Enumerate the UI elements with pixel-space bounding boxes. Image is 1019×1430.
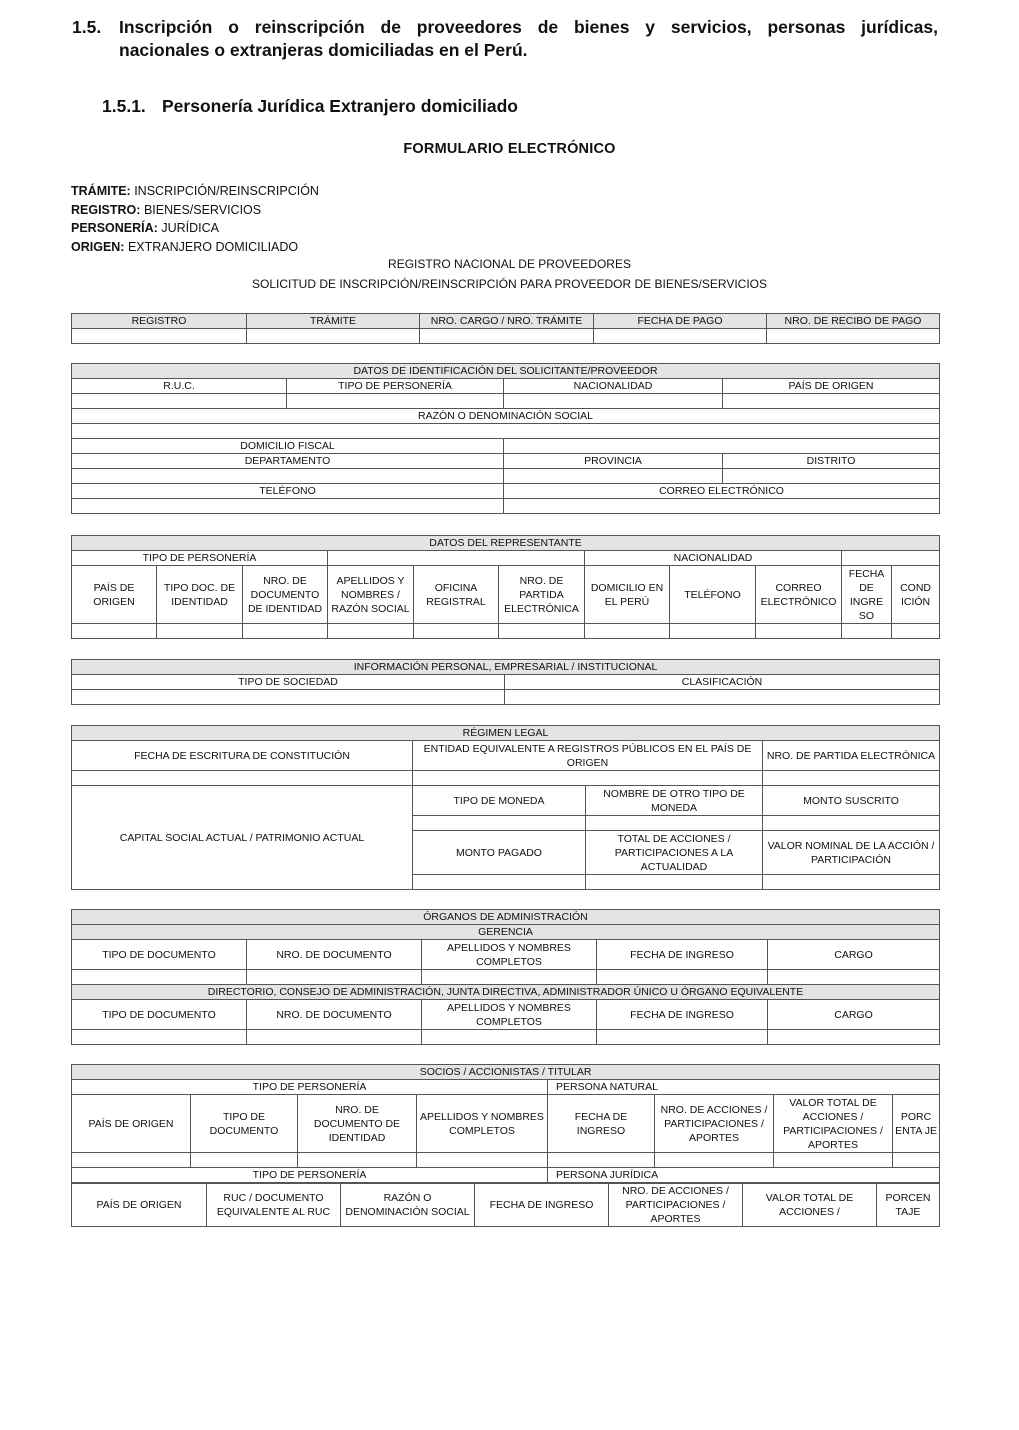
field-distrito[interactable] — [723, 469, 940, 484]
field-correo[interactable] — [504, 499, 940, 514]
administration-table — [71, 909, 940, 1045]
header-rep-domicilio: DOMICILIO EN EL PERÚ — [585, 566, 670, 624]
field-fecha-pago[interactable] — [594, 329, 767, 344]
header-rep-oficina: OFICINA REGISTRAL — [414, 566, 499, 624]
header-entidad-equivalente: ENTIDAD EQUIVALENTE A REGISTROS PÚBLICOS EN EL PAÍS DE ORIGEN — [413, 741, 763, 771]
header-monto-suscrito: MONTO SUSCRITO — [763, 786, 940, 816]
field-nat-apellidos[interactable] — [417, 1153, 548, 1168]
field-nro-cargo[interactable] — [420, 329, 594, 344]
legal-regime-table — [71, 725, 940, 890]
field-nro-partida[interactable] — [763, 771, 940, 786]
field-telefono[interactable] — [72, 499, 504, 514]
label-persona-natural: PERSONA NATURAL — [548, 1080, 940, 1095]
header-nro-partida: NRO. DE PARTIDA ELECTRÓNICA — [763, 741, 940, 771]
gerencia-title: GERENCIA — [72, 925, 940, 940]
field-rep-condicion[interactable] — [892, 624, 940, 639]
header-departamento: DEPARTAMENTO — [72, 454, 504, 469]
header-clasificacion: CLASIFICACIÓN — [505, 675, 940, 690]
field-rep-telefono[interactable] — [670, 624, 756, 639]
header-jur-pais-origen: PAÍS DE ORIGEN — [72, 1184, 207, 1227]
field-registro[interactable] — [72, 329, 247, 344]
meta-tramite: TRÁMITE: INSCRIPCIÓN/REINSCRIPCIÓN — [71, 184, 319, 198]
field-rep-pais-origen[interactable] — [72, 624, 157, 639]
header-total-acciones: TOTAL DE ACCIONES / PARTICIPACIONES A LA ACTUALIDAD — [586, 831, 763, 875]
header-ger-cargo: CARGO — [768, 940, 940, 970]
header-monto-pagado: MONTO PAGADO — [413, 831, 586, 875]
field-rep-domicilio[interactable] — [585, 624, 670, 639]
header-ger-nro-doc: NRO. DE DOCUMENTO — [247, 940, 422, 970]
field-total-acciones[interactable] — [586, 875, 763, 890]
field-monto-pagado[interactable] — [413, 875, 586, 890]
header-dir-fecha-ingreso: FECHA DE INGRESO — [597, 1000, 768, 1030]
header-dir-cargo: CARGO — [768, 1000, 940, 1030]
field-ger-tipo-doc[interactable] — [72, 970, 247, 985]
field-entidad-equivalente[interactable] — [413, 771, 763, 786]
header-dir-tipo-doc: TIPO DE DOCUMENTO — [72, 1000, 247, 1030]
field-rep-nro-doc[interactable] — [243, 624, 328, 639]
section-number: 1.5. — [72, 17, 102, 37]
applicant-section-title: DATOS DE IDENTIFICACIÓN DEL SOLICITANTE/PROVEEDOR — [72, 364, 940, 379]
header-fecha-escritura: FECHA DE ESCRITURA DE CONSTITUCIÓN — [72, 741, 413, 771]
header-valor-nominal: VALOR NOMINAL DE LA ACCIÓN / PARTICIPACIÓN — [763, 831, 940, 875]
header-rep-fecha-ingreso: FECHA DE INGRE SO — [842, 566, 892, 624]
field-pais-origen[interactable] — [723, 394, 940, 409]
field-nat-nro-doc[interactable] — [298, 1153, 417, 1168]
header-jur-valor-total: VALOR TOTAL DE ACCIONES / — [743, 1184, 877, 1227]
field-otro-moneda[interactable] — [586, 816, 763, 831]
field-dir-fecha-ingreso[interactable] — [597, 1030, 768, 1045]
field-rep-fecha-ingreso[interactable] — [842, 624, 892, 639]
field-departamento[interactable] — [72, 469, 504, 484]
header-nat-valor-total: VALOR TOTAL DE ACCIONES / PARTICIPACIONES / APORTES — [774, 1095, 893, 1153]
label-capital-social: CAPITAL SOCIAL ACTUAL / PATRIMONIO ACTUAL — [72, 786, 413, 890]
header-nat-nro-acciones: NRO. DE ACCIONES / PARTICIPACIONES / APORTES — [655, 1095, 774, 1153]
field-razon-social[interactable] — [72, 424, 940, 439]
field-nat-pais-origen[interactable] — [72, 1153, 191, 1168]
field-nat-tipo-doc[interactable] — [191, 1153, 298, 1168]
header-jur-ruc: RUC / DOCUMENTO EQUIVALENTE AL RUC — [207, 1184, 341, 1227]
field-tipo-moneda[interactable] — [413, 816, 586, 831]
field-provincia[interactable] — [504, 469, 723, 484]
header-jur-nro-acciones: NRO. DE ACCIONES / PARTICIPACIONES / APORTES — [609, 1184, 743, 1227]
header-rep-telefono: TELÉFONO — [670, 566, 756, 624]
field-tipo-sociedad[interactable] — [72, 690, 505, 705]
header-socio-tipo-personeria: TIPO DE PERSONERÍA — [72, 1080, 548, 1095]
subsection-number: 1.5.1. — [102, 96, 146, 116]
header-nro-cargo: NRO. CARGO / NRO. TRÁMITE — [420, 314, 594, 329]
header-socio-tipo-personeria-2: TIPO DE PERSONERÍA — [72, 1168, 548, 1183]
field-ger-apellidos[interactable] — [422, 970, 597, 985]
header-dir-apellidos: APELLIDOS Y NOMBRES COMPLETOS — [422, 1000, 597, 1030]
representative-section-title: DATOS DEL REPRESENTANTE — [72, 536, 940, 551]
header-ger-tipo-doc: TIPO DE DOCUMENTO — [72, 940, 247, 970]
header-razon-social: RAZÓN O DENOMINACIÓN SOCIAL — [72, 409, 940, 424]
field-clasificacion[interactable] — [505, 690, 940, 705]
header-nacionalidad: NACIONALIDAD — [504, 379, 723, 394]
header-nat-apellidos: APELLIDOS Y NOMBRES COMPLETOS — [417, 1095, 548, 1153]
header-tipo-personeria: TIPO DE PERSONERÍA — [287, 379, 504, 394]
header-fecha-pago: FECHA DE PAGO — [594, 314, 767, 329]
field-ger-fecha-ingreso[interactable] — [597, 970, 768, 985]
header-rep-pais-origen: PAÍS DE ORIGEN — [72, 566, 157, 624]
field-rep-apellidos[interactable] — [328, 624, 414, 639]
header-nat-fecha-ingreso: FECHA DE INGRESO — [548, 1095, 655, 1153]
request-title: SOLICITUD DE INSCRIPCIÓN/REINSCRIPCIÓN PARA PROVEEDOR DE BIENES/SERVICIOS — [252, 277, 767, 291]
administration-section-title: ÓRGANOS DE ADMINISTRACIÓN — [72, 910, 940, 925]
registry-title: REGISTRO NACIONAL DE PROVEEDORES — [388, 257, 631, 271]
header-rep-nro-doc: NRO. DE DOCUMENTO DE IDENTIDAD — [243, 566, 328, 624]
field-dir-nro-doc[interactable] — [247, 1030, 422, 1045]
header-rep-tipo-doc: TIPO DOC. DE IDENTIDAD — [157, 566, 243, 624]
header-rep-partida: NRO. DE PARTIDA ELECTRÓNICA — [499, 566, 585, 624]
business-section-title: INFORMACIÓN PERSONAL, EMPRESARIAL / INSTITUCIONAL — [72, 660, 940, 675]
header-jur-porcentaje: PORCEN TAJE — [877, 1184, 940, 1227]
label-persona-juridica: PERSONA JURÍDICA — [548, 1168, 940, 1183]
subsection-title: Personería Jurídica Extranjero domiciliado — [162, 96, 518, 116]
header-ruc: R.U.C. — [72, 379, 287, 394]
form-title: FORMULARIO ELECTRÓNICO — [403, 141, 616, 157]
header-pais-origen: PAÍS DE ORIGEN — [723, 379, 940, 394]
field-tramite[interactable] — [247, 329, 420, 344]
payment-table — [71, 313, 940, 344]
header-domicilio-fiscal: DOMICILIO FISCAL — [72, 439, 504, 454]
header-otro-moneda: NOMBRE DE OTRO TIPO DE MONEDA — [586, 786, 763, 816]
field-fecha-escritura[interactable] — [72, 771, 413, 786]
header-rep-condicion: COND ICIÓN — [892, 566, 940, 624]
header-nat-nro-doc: NRO. DE DOCUMENTO DE IDENTIDAD — [298, 1095, 417, 1153]
field-dir-cargo[interactable] — [768, 1030, 940, 1045]
header-nro-recibo: NRO. DE RECIBO DE PAGO — [767, 314, 940, 329]
header-telefono: TELÉFONO — [72, 484, 504, 499]
field-ger-nro-doc[interactable] — [247, 970, 422, 985]
field-nacionalidad[interactable] — [504, 394, 723, 409]
header-jur-razon-social: RAZÓN O DENOMINACIÓN SOCIAL — [341, 1184, 475, 1227]
field-rep-oficina[interactable] — [414, 624, 499, 639]
shareholders-natural-table — [71, 1064, 940, 1183]
applicant-table — [71, 363, 940, 514]
field-ruc[interactable] — [72, 394, 287, 409]
header-nat-tipo-doc: TIPO DE DOCUMENTO — [191, 1095, 298, 1153]
field-nat-fecha-ingreso[interactable] — [548, 1153, 655, 1168]
meta-registro: REGISTRO: BIENES/SERVICIOS — [71, 202, 262, 217]
header-rep-correo: CORREO ELECTRÓNICO — [756, 566, 842, 624]
header-distrito: DISTRITO — [723, 454, 940, 469]
section-title-line-2: nacionales o extranjeras domiciliadas en el Perú. — [119, 40, 528, 60]
header-jur-fecha-ingreso: FECHA DE INGRESO — [475, 1184, 609, 1227]
meta-personeria: PERSONERÍA: JURÍDICA — [71, 221, 219, 235]
field-nat-valor-total[interactable] — [774, 1153, 893, 1168]
field-nat-nro-acciones[interactable] — [655, 1153, 774, 1168]
header-provincia: PROVINCIA — [504, 454, 723, 469]
field-rep-nacionalidad[interactable] — [842, 551, 940, 566]
field-valor-nominal[interactable] — [763, 875, 940, 890]
field-rep-tipo-doc[interactable] — [157, 624, 243, 639]
header-dir-nro-doc: NRO. DE DOCUMENTO — [247, 1000, 422, 1030]
field-rep-correo[interactable] — [756, 624, 842, 639]
field-nro-recibo[interactable] — [767, 329, 940, 344]
header-correo: CORREO ELECTRÓNICO — [504, 484, 940, 499]
section-heading — [72, 16, 938, 62]
field-monto-suscrito[interactable] — [763, 816, 940, 831]
field-tipo-personeria[interactable] — [287, 394, 504, 409]
shareholders-section-title: SOCIOS / ACCIONISTAS / TITULAR — [72, 1065, 940, 1080]
shareholders-juridica-table — [71, 1183, 940, 1227]
directorio-title: DIRECTORIO, CONSEJO DE ADMINISTRACIÓN, JUNTA DIRECTIVA, ADMINISTRADOR ÚNICO U ÓRGANO EQUIVALENTE — [72, 985, 940, 1000]
representative-table — [71, 535, 940, 639]
business-info-table — [71, 659, 940, 705]
subsection-heading — [102, 96, 518, 117]
header-tipo-moneda: TIPO DE MONEDA — [413, 786, 586, 816]
field-dir-apellidos[interactable] — [422, 1030, 597, 1045]
header-rep-nacionalidad: NACIONALIDAD — [585, 551, 842, 566]
header-tipo-sociedad: TIPO DE SOCIEDAD — [72, 675, 505, 690]
header-nat-pais-origen: PAÍS DE ORIGEN — [72, 1095, 191, 1153]
header-ger-fecha-ingreso: FECHA DE INGRESO — [597, 940, 768, 970]
form-meta — [71, 182, 319, 256]
section-title-line-1: Inscripción o reinscripción de proveedores de bienes y servicios, personas jurídicas, — [119, 17, 938, 37]
header-ger-apellidos: APELLIDOS Y NOMBRES COMPLETOS — [422, 940, 597, 970]
field-dir-tipo-doc[interactable] — [72, 1030, 247, 1045]
field-rep-tipo-personeria[interactable] — [328, 551, 585, 566]
header-tramite: TRÁMITE — [247, 314, 420, 329]
meta-origen: ORIGEN: EXTRANJERO DOMICILIADO — [71, 239, 299, 254]
field-domicilio-fiscal[interactable] — [504, 439, 940, 454]
header-rep-apellidos: APELLIDOS Y NOMBRES / RAZÓN SOCIAL — [328, 566, 414, 624]
field-nat-porcentaje[interactable] — [893, 1153, 940, 1168]
header-nat-porcentaje: PORC ENTA JE — [893, 1095, 940, 1153]
header-rep-tipo-personeria: TIPO DE PERSONERÍA — [72, 551, 328, 566]
field-ger-cargo[interactable] — [768, 970, 940, 985]
header-registro: REGISTRO — [72, 314, 247, 329]
field-rep-partida[interactable] — [499, 624, 585, 639]
legal-section-title: RÉGIMEN LEGAL — [72, 726, 940, 741]
